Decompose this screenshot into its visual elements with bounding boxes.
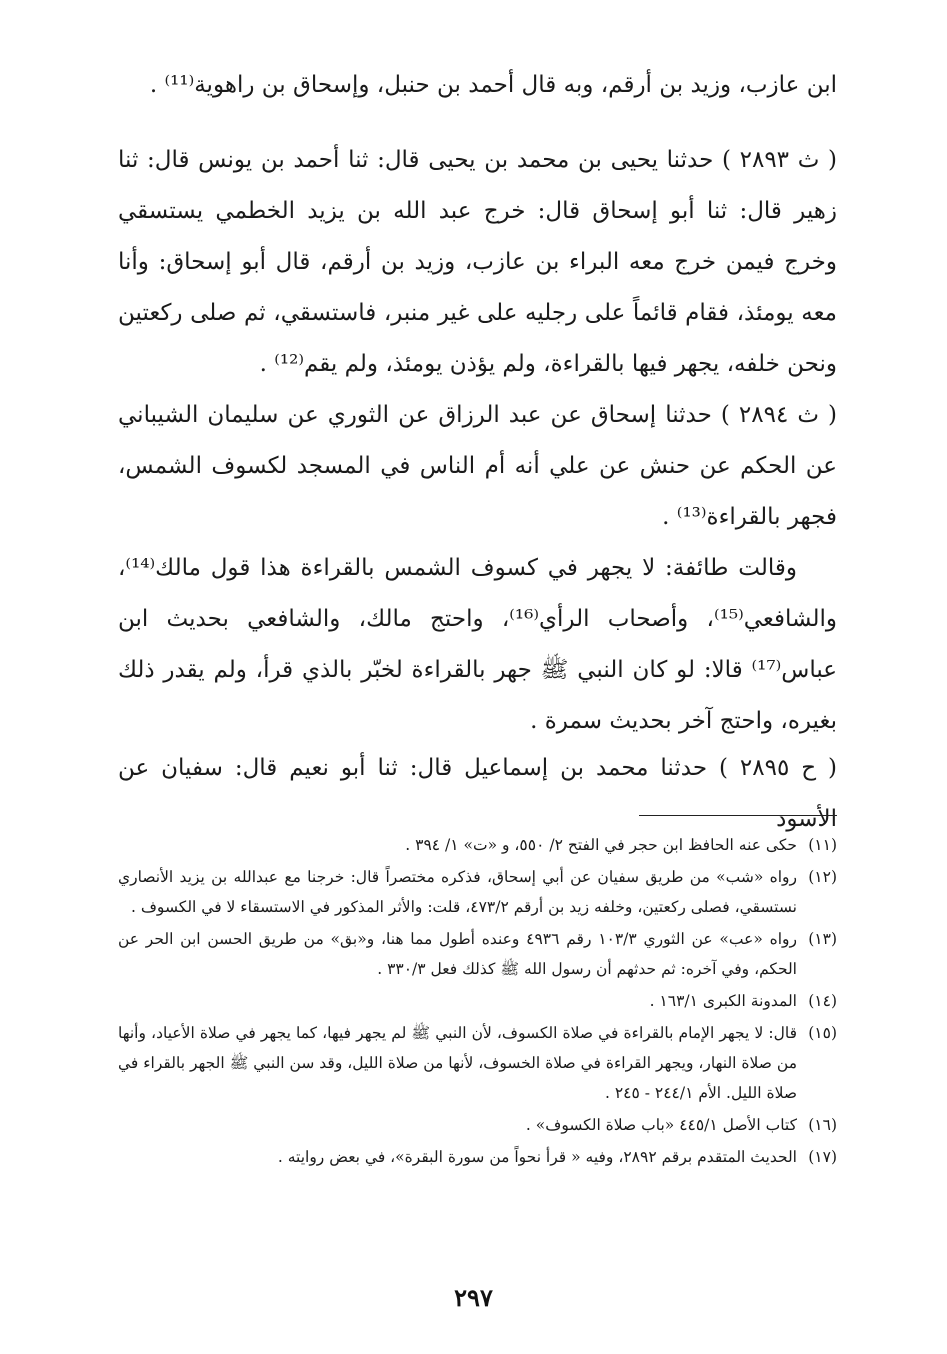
footnote-separator <box>639 815 837 816</box>
footnote-text: الحديث المتقدم برقم ٢٨٩٢، وفيه « قرأ نحواً من سورة البقرة»، في بعض روايته . <box>277 1148 797 1166</box>
footnote-11 <box>118 830 837 860</box>
footnote-15 <box>118 1018 837 1108</box>
paragraph-5: ( ح ٢٨٩٥ ) حدثنا محمد بن إسماعيل قال: ثنا أبو نعيم قال: سفيان عن الأسود <box>118 755 837 832</box>
paragraph-4: وقالت طائفة: لا يجهر في كسوف الشمس بالقراءة هذا قول مالك⁽¹⁴⁾، والشافعي⁽¹⁵⁾، وأصحاب الرأي⁽¹⁶⁾، واحتج مالك، والشافعي بحديث ابن عباس⁽¹⁷⁾ قالا: لو كان النبي ﷺ جهر بالقراءة لخبّر بالذي قرأ، ولم يقدر ذلك بغيره، واحتج آخر بحديث سمرة . <box>118 555 838 734</box>
footnote-text: قال: لا يجهر الإمام بالقراءة في صلاة الكسوف، لأن النبي ﷺ لم يجهر فيها، كما يجهر في صلاة الأعياد، وأنها من صلاة النهار، ويجهر القراءة في صلاة الخسوف، لأنها من صلاة الليل، وقد سن النبي ﷺ الجهر بالقراء في صلاة الليل. الأم ٢٤٤/١ - ٢٤٥ . <box>118 1024 797 1102</box>
footnote-text: رواه «شب» من طريق سفيان عن أبي إسحاق، فذكره مختصراً قال: خرجنا مع عبدالله بن يزيد الأنصاري نستسقي، فصلى ركعتين، وخلفه زيد بن أرقم ٤٧٣/٢، قلت: والأثر المذكور في الاستسقاء لا في الكسوف . <box>118 868 797 916</box>
footnote-text: المدونة الكبرى ١٦٣/١ . <box>649 992 797 1010</box>
footnotes <box>118 830 837 1174</box>
paragraph-1: ابن عازب، وزيد بن أرقم، وبه قال أحمد بن حنبل، وإسحاق بن راهوية⁽¹¹⁾ . <box>149 72 837 98</box>
footnote-13 <box>118 924 837 984</box>
footnote-number: (١٢) <box>808 868 837 886</box>
footnote-number: (١٣) <box>808 930 837 948</box>
footnote-12 <box>118 862 837 922</box>
footnote-number: (١٤) <box>808 992 837 1010</box>
paragraph-3: ( ث ٢٨٩٤ ) حدثنا إسحاق عن عبد الرزاق عن الثوري عن سليمان الشيباني عن الحكم عن حنش عن علي أنه أم الناس في المسجد لكسوف الشمس، فجهر بالقراءة⁽¹³⁾ . <box>118 402 837 530</box>
footnote-text: حكى عنه الحافظ ابن حجر في الفتح ٢/ ٥٥٠، و «ت» ١/ ٣٩٤ . <box>405 836 797 854</box>
footnote-number: (١٧) <box>808 1148 837 1166</box>
paragraph-2: ( ث ٢٨٩٣ ) حدثنا يحيى بن محمد بن يحيى قال: ثنا أحمد بن يونس قال: ثنا زهير قال: ثنا أبو إسحاق قال: خرج عبد الله بن يزيد الخطمي يستسقي وخرج فيمن خرج معه البراء بن عازب، وزيد بن أرقم، قال أبو إسحاق: وأنا معه يومئذ، فقام قائماً على رجليه على غير منبر، فاستسقي، ثم صلى ركعتين ونحن خلفه، يجهر فيها بالقراءة، ولم يؤذن يومئذ، ولم يقم⁽¹²⁾ . <box>118 147 837 377</box>
footnote-number: (١٦) <box>808 1116 837 1134</box>
footnote-number: (١٥) <box>808 1024 837 1042</box>
footnote-14 <box>118 986 837 1016</box>
page-number: ٢٩٧ <box>454 1283 493 1312</box>
footnote-text: كتاب الأصل ٤٤٥/١ «باب صلاة الكسوف» . <box>525 1116 797 1134</box>
footnote-17 <box>118 1142 837 1172</box>
footnote-text: رواه «عب» عن الثوري ١٠٣/٣ رقم ٤٩٣٦ وعنده أطول مما هنا، و«بق» من طريق الحسن ابن الحر عن الحكم، وفي آخره: ثم حدثهم أن رسول الله ﷺ كذلك فعل ٣٣٠/٣ . <box>118 930 797 978</box>
footnote-16 <box>118 1110 837 1140</box>
footnote-number: (١١) <box>808 836 837 854</box>
